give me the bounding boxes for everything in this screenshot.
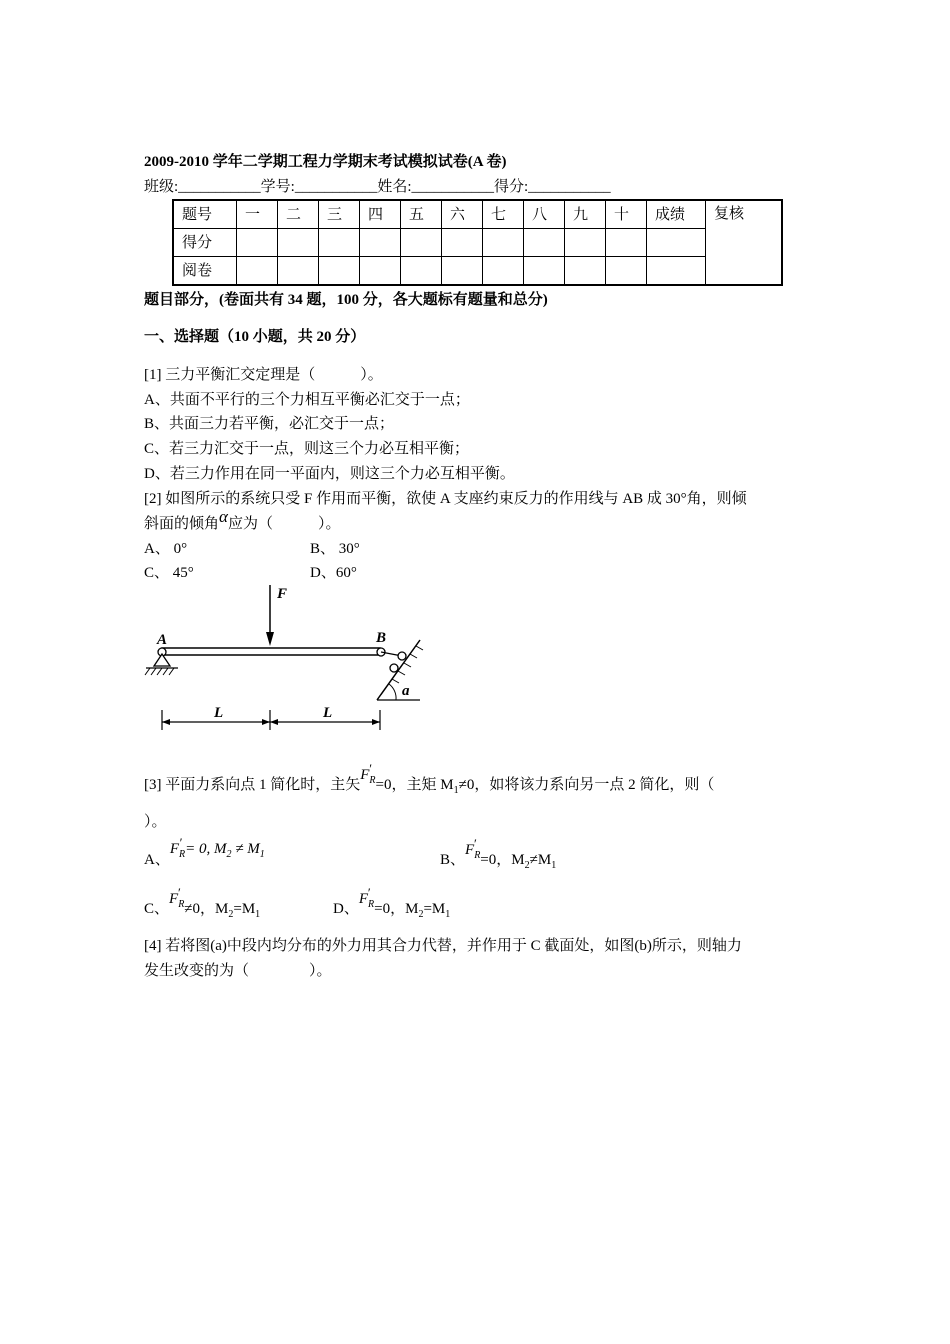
q3-pre: [3] 平面力系向点 1 简化时，主矢 <box>144 777 361 793</box>
column-header: 三 <box>319 200 360 229</box>
q3-post: ≠0，如将该力系向另一点 2 简化，则（ <box>458 777 715 793</box>
grader-cell[interactable] <box>278 257 319 286</box>
c-eq: =M <box>233 901 256 917</box>
score-cell[interactable] <box>278 229 319 257</box>
score-cell[interactable] <box>565 229 606 257</box>
d-eq: =M <box>423 901 446 917</box>
fr-prime: ′ <box>178 885 181 900</box>
angle-arc <box>389 684 396 700</box>
grader-cell[interactable] <box>401 257 442 286</box>
q3-option-a <box>144 835 265 876</box>
q3-mid: =0，主矩 M <box>375 777 454 793</box>
q2-line2-post: 应为（ ）。 <box>227 516 341 532</box>
fr-symbol <box>465 836 481 866</box>
alpha-symbol: α <box>219 507 228 526</box>
table-row <box>173 257 782 286</box>
label-a: A <box>157 632 168 648</box>
column-header: 十 <box>606 200 647 229</box>
fr-sub: R <box>179 849 186 860</box>
score-cell[interactable] <box>524 229 565 257</box>
c-m1: 1 <box>255 909 261 920</box>
column-header: 二 <box>278 200 319 229</box>
q3-option-b <box>440 836 557 876</box>
q4-line1: [4] 若将图(a)中段内均分布的外力用其合力代替，并作用于 C 截面处，如图(b)所示，则轴力 <box>144 938 742 954</box>
row-label: 阅卷 <box>173 257 237 286</box>
student-info-line: 班级:___________学号:___________姓名:___________得分:___________ <box>144 179 611 195</box>
fr-sub: R <box>474 850 481 861</box>
c-expr: ≠0，M <box>184 901 229 917</box>
grader-cell[interactable] <box>360 257 401 286</box>
q2-option-c: C、 45° <box>144 565 194 581</box>
column-header: 七 <box>483 200 524 229</box>
force-label: F <box>277 586 288 602</box>
q3-line1 <box>144 761 715 801</box>
fr-symbol <box>358 885 375 915</box>
fr-letter: F <box>465 842 475 858</box>
column-header: 九 <box>565 200 606 229</box>
d-m1: 1 <box>445 909 451 920</box>
a-m1: 1 <box>259 849 265 860</box>
a-neq: ≠ M <box>231 841 260 857</box>
q2-line1: [2] 如图所示的系统只受 F 作用而平衡，欲使 A 支座约束反力的作用线与 AB 成 30°角，则倾 <box>144 491 747 507</box>
fr-prime: ′ <box>367 885 371 900</box>
grader-cell[interactable] <box>442 257 483 286</box>
score-cell[interactable] <box>606 229 647 257</box>
q3-option-d <box>333 885 451 925</box>
row-label: 得分 <box>173 229 237 257</box>
q3-option-c <box>144 885 261 925</box>
b-expr: =0，M <box>480 852 525 868</box>
grader-cell[interactable] <box>524 257 565 286</box>
q1-option-a: A、共面不平行的三个力相互平衡必汇交于一点； <box>144 392 470 408</box>
dim-arrow <box>372 719 380 725</box>
exam-title: 2009-2010 学年二学期工程力学期末考试模拟试卷(A 卷) <box>144 154 507 170</box>
section-title: 一、选择题（10 小题，共 20 分） <box>144 329 366 345</box>
fr-letter: F <box>169 891 179 907</box>
score-cell[interactable] <box>442 229 483 257</box>
beam <box>162 648 380 655</box>
a-expr: = 0, M <box>185 841 227 857</box>
q4-line2: 发生改变的为（ ）。 <box>144 963 332 979</box>
fr-letter: F <box>358 891 369 907</box>
q2-option-d: D、60° <box>310 565 357 581</box>
option-label: D、 <box>333 901 359 917</box>
m1-sub: 1 <box>453 785 459 796</box>
option-label: C、 <box>144 901 170 917</box>
force-arrow-head <box>266 632 274 646</box>
d-expr: =0，M <box>374 901 419 917</box>
grader-cell[interactable] <box>647 257 706 286</box>
q2-option-a: A、 0° <box>144 541 188 557</box>
q2-line2 <box>144 507 341 534</box>
column-header: 一 <box>237 200 278 229</box>
b-neq: ≠M <box>529 852 552 868</box>
q1-option-c: C、若三力汇交于一点，则这三个力必互相平衡； <box>144 441 470 457</box>
ground-a-hatch <box>145 668 174 675</box>
column-header: 四 <box>360 200 401 229</box>
dim-arrow <box>162 719 170 725</box>
grader-cell[interactable] <box>319 257 360 286</box>
span-label-1: L <box>214 705 224 721</box>
support-a <box>154 654 170 666</box>
fr-symbol <box>360 761 376 791</box>
column-header: 八 <box>524 200 565 229</box>
b-m1: 1 <box>551 860 557 871</box>
beam-figure <box>140 580 430 740</box>
fr-sub: R <box>178 899 185 910</box>
fr-prime: ′ <box>474 836 477 851</box>
dim-arrow <box>270 719 278 725</box>
roller-b <box>398 652 406 660</box>
column-header: 六 <box>442 200 483 229</box>
fr-letter: F <box>360 767 370 783</box>
option-label: B、 <box>440 852 466 868</box>
roller-b2 <box>390 664 398 672</box>
q1-stem: [1] 三力平衡汇交定理是（ ）。 <box>144 367 383 383</box>
fr-sub: R <box>368 899 375 910</box>
option-label: A、 <box>144 852 170 868</box>
total-header: 成绩 <box>647 200 706 229</box>
d-m2: 2 <box>418 909 424 920</box>
score-cell[interactable] <box>360 229 401 257</box>
fr-sub: R <box>369 775 376 786</box>
fr-prime: ′ <box>178 835 182 850</box>
fr-prime: ′ <box>369 761 373 776</box>
grader-cell[interactable] <box>606 257 647 286</box>
q2-line2-pre: 斜面的倾角 <box>144 516 220 532</box>
fr-symbol <box>169 885 185 915</box>
total-cell[interactable] <box>647 229 706 257</box>
a-m2: 2 <box>226 849 232 860</box>
c-m2: 2 <box>228 909 234 920</box>
row-label: 题号 <box>173 200 237 229</box>
table-row <box>173 229 782 257</box>
grader-cell[interactable] <box>565 257 606 286</box>
fr-symbol <box>169 835 186 865</box>
q1-option-b: B、共面三力若平衡，必汇交于一点； <box>144 416 395 432</box>
b-m2: 2 <box>524 860 530 871</box>
column-header: 五 <box>401 200 442 229</box>
grader-cell[interactable] <box>483 257 524 286</box>
q1-option-d: D、若三力作用在同一平面内，则这三个力必互相平衡。 <box>144 466 515 482</box>
score-cell[interactable] <box>237 229 278 257</box>
score-cell[interactable] <box>319 229 360 257</box>
q2-option-b: B、 30° <box>310 541 360 557</box>
label-b: B <box>376 630 387 646</box>
score-cell[interactable] <box>483 229 524 257</box>
grader-cell[interactable] <box>237 257 278 286</box>
q3-line2: ）。 <box>144 814 167 830</box>
review-header: 复核 <box>706 200 783 285</box>
angle-label: a <box>402 683 410 699</box>
q3-a-expr <box>169 835 265 860</box>
intro-text: 题目部分，(卷面共有 34 题，100 分，各大题标有题量和总分) <box>144 292 548 308</box>
score-cell[interactable] <box>401 229 442 257</box>
table-row <box>173 200 782 229</box>
score-table <box>172 199 783 286</box>
span-label-2: L <box>323 705 333 721</box>
fr-letter: F <box>169 841 180 857</box>
dim-arrow <box>262 719 270 725</box>
